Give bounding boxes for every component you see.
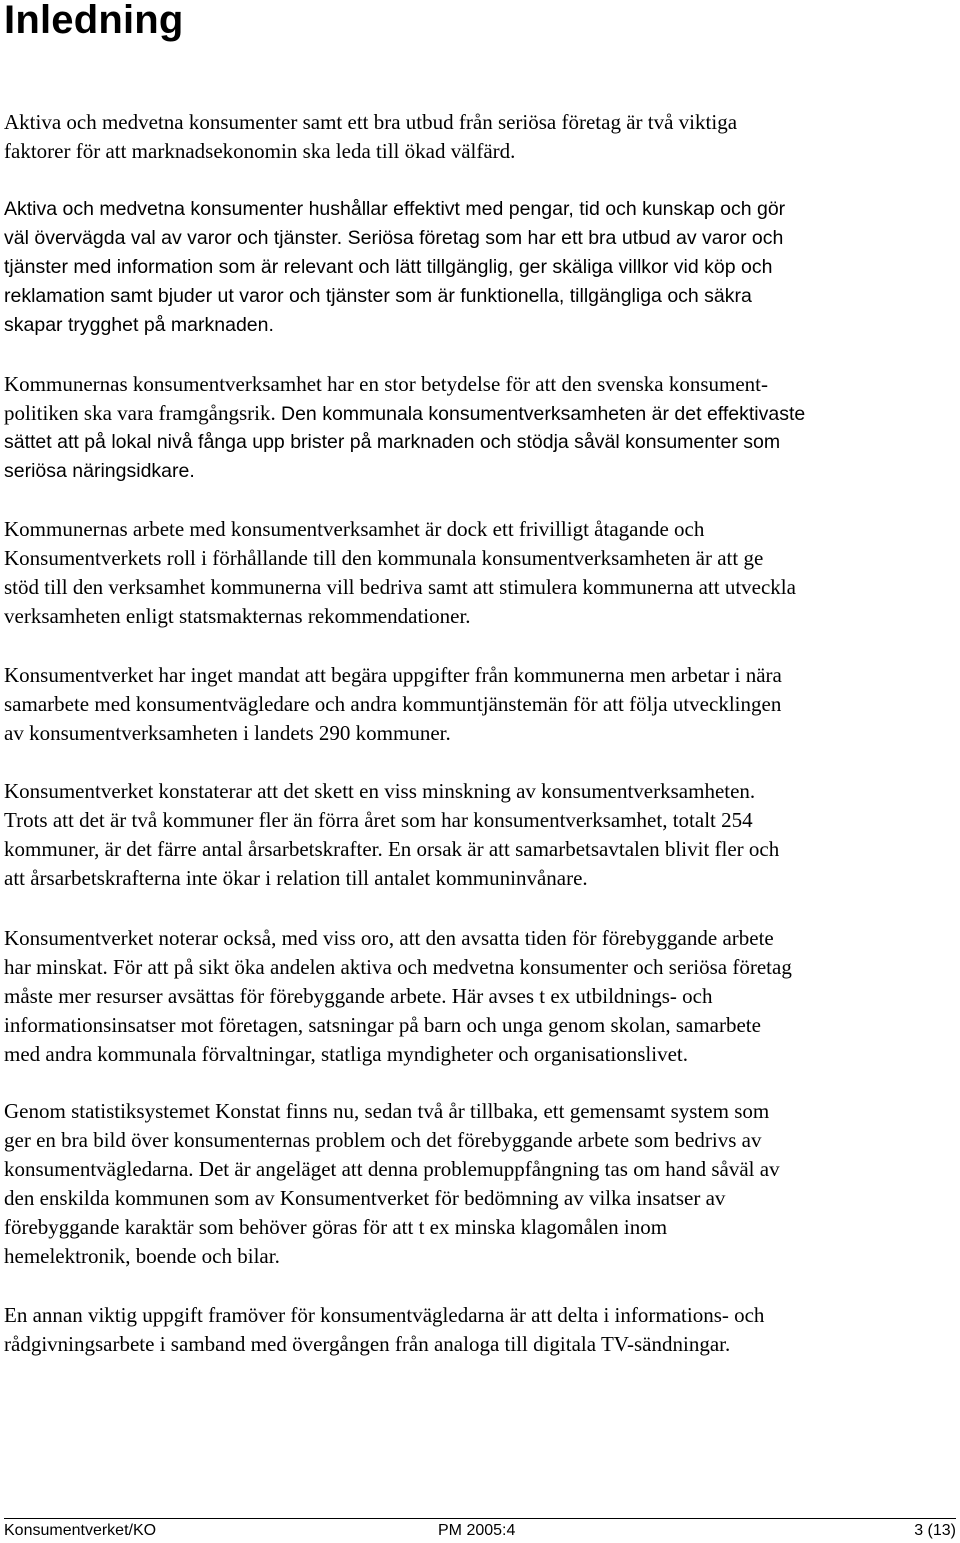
- text-line: samarbete med konsumentvägledare och andra kommuntjänstemän för att följa utvecklingen: [4, 692, 782, 716]
- text-line: [4, 399, 956, 428]
- text-line: hemelektronik, boende och bilar.: [4, 1244, 280, 1268]
- text-line: förebyggande karaktär som behöver göras för att t ex minska klagomålen inom: [4, 1215, 668, 1239]
- text-line: tjänster med information som är relevant och lätt tillgänglig, ger skäliga villkor vid köp och: [4, 256, 773, 278]
- text-line: sättet att på lokal nivå fånga upp brister på marknaden och stödja såväl konsumenter som: [4, 431, 781, 453]
- footer-page-number: 3 (13): [914, 1522, 956, 1539]
- text-line: rådgivningsarbete i samband med övergången från analoga till digitala TV-sändningar.: [4, 1332, 731, 1356]
- text-line: den enskilda kommunen som av Konsumentverket för bedömning av vilka insatser av: [4, 1186, 726, 1210]
- text-line: ger en bra bild över konsumenternas problem och det förebyggande arbete som bedrivs av: [4, 1128, 762, 1152]
- text-line: kommuner, är det färre antal årsarbetskrafter. En orsak är att samarbetsavtalen blivit fler och: [4, 837, 780, 861]
- text-line: Aktiva och medvetna konsumenter hushållar effektivt med pengar, tid och kunskap och gör: [4, 198, 786, 220]
- text-segment: väl övervägda val av varor och tjänster.: [4, 227, 348, 249]
- paragraph-9: [4, 1301, 956, 1359]
- text-line: Konsumentverket har inget mandat att begära uppgifter från kommunerna men arbetar i nära: [4, 663, 782, 687]
- footer-publisher: Konsumentverket/KO: [4, 1522, 157, 1539]
- text-line: skapar trygghet på marknaden.: [4, 314, 274, 336]
- text-line: har minskat. För att på sikt öka andelen aktiva och medvetna konsumenter och seriösa företag: [4, 955, 792, 979]
- paragraph-7: [4, 924, 956, 1069]
- text-line: seriösa näringsidkare.: [4, 460, 195, 482]
- text-line: Trots att det är två kommuner fler än förra året som har konsumentverksamhet, totalt 254: [4, 808, 753, 832]
- text-line: att årsarbetskrafterna inte ökar i relation till antalet kommuninvånare.: [4, 866, 588, 890]
- page-title: Inledning: [4, 0, 184, 42]
- footer-divider: [4, 1518, 956, 1519]
- text-segment: Den kommunala konsumentverksamheten är det effektivaste: [281, 403, 806, 425]
- text-line: stöd till den verksamhet kommunerna vill bedriva samt att stimulera kommunerna att utveckla: [4, 575, 796, 599]
- text-line: Kommunernas arbete med konsumentverksamhet är dock ett frivilligt åtagande och: [4, 517, 705, 541]
- paragraph-2: [4, 195, 956, 340]
- paragraph-4: [4, 515, 956, 631]
- footer-document-id: PM 2005:4: [438, 1522, 516, 1539]
- paragraph-5: [4, 661, 956, 748]
- paragraph-3: [4, 370, 956, 486]
- text-line: faktorer för att marknadsekonomin ska leda till ökad välfärd.: [4, 139, 516, 163]
- text-line: verksamheten enligt statsmakternas rekommendationer.: [4, 604, 471, 628]
- text-line: av konsumentverksamheten i landets 290 kommuner.: [4, 721, 451, 745]
- text-line: Konsumentverket noterar också, med viss oro, att den avsatta tiden för förebyggande arbete: [4, 926, 774, 950]
- paragraph-1: [4, 108, 956, 166]
- text-line: reklamation samt bjuder ut varor och tjänster som är funktionella, tillgängliga och säkra: [4, 285, 752, 307]
- paragraph-8: [4, 1097, 956, 1271]
- text-line: Genom statistiksystemet Konstat finns nu, sedan två år tillbaka, ett gemensamt system som: [4, 1099, 770, 1123]
- text-segment: politiken ska vara framgångsrik.: [4, 401, 281, 425]
- text-line: Konsumentverkets roll i förhållande till den kommunala konsumentverksamheten är att ge: [4, 546, 764, 570]
- text-line: Kommunernas konsumentverksamhet har en stor betydelse för att den svenska konsument-: [4, 372, 768, 396]
- paragraph-6: [4, 777, 956, 893]
- text-line: konsumentvägledarna. Det är angeläget att denna problemuppfångning tas om hand såväl av: [4, 1157, 780, 1181]
- text-line: med andra kommunala förvaltningar, statliga myndigheter och organisationslivet.: [4, 1042, 689, 1066]
- text-segment: Seriösa företag som har ett bra utbud av varor och: [347, 227, 784, 249]
- text-line: Konsumentverket konstaterar att det skett en viss minskning av konsumentverksamheten.: [4, 779, 756, 803]
- text-line: En annan viktig uppgift framöver för konsumentvägledarna är att delta i informations- och: [4, 1303, 765, 1327]
- text-line: måste mer resurser avsättas för förebyggande arbete. Här avses t ex utbildnings- och: [4, 984, 713, 1008]
- text-line: informationsinsatser mot företagen, satsningar på barn och unga genom skolan, samarbete: [4, 1013, 761, 1037]
- text-line: [4, 224, 956, 253]
- text-line: Aktiva och medvetna konsumenter samt ett bra utbud från seriösa företag är två viktiga: [4, 110, 738, 134]
